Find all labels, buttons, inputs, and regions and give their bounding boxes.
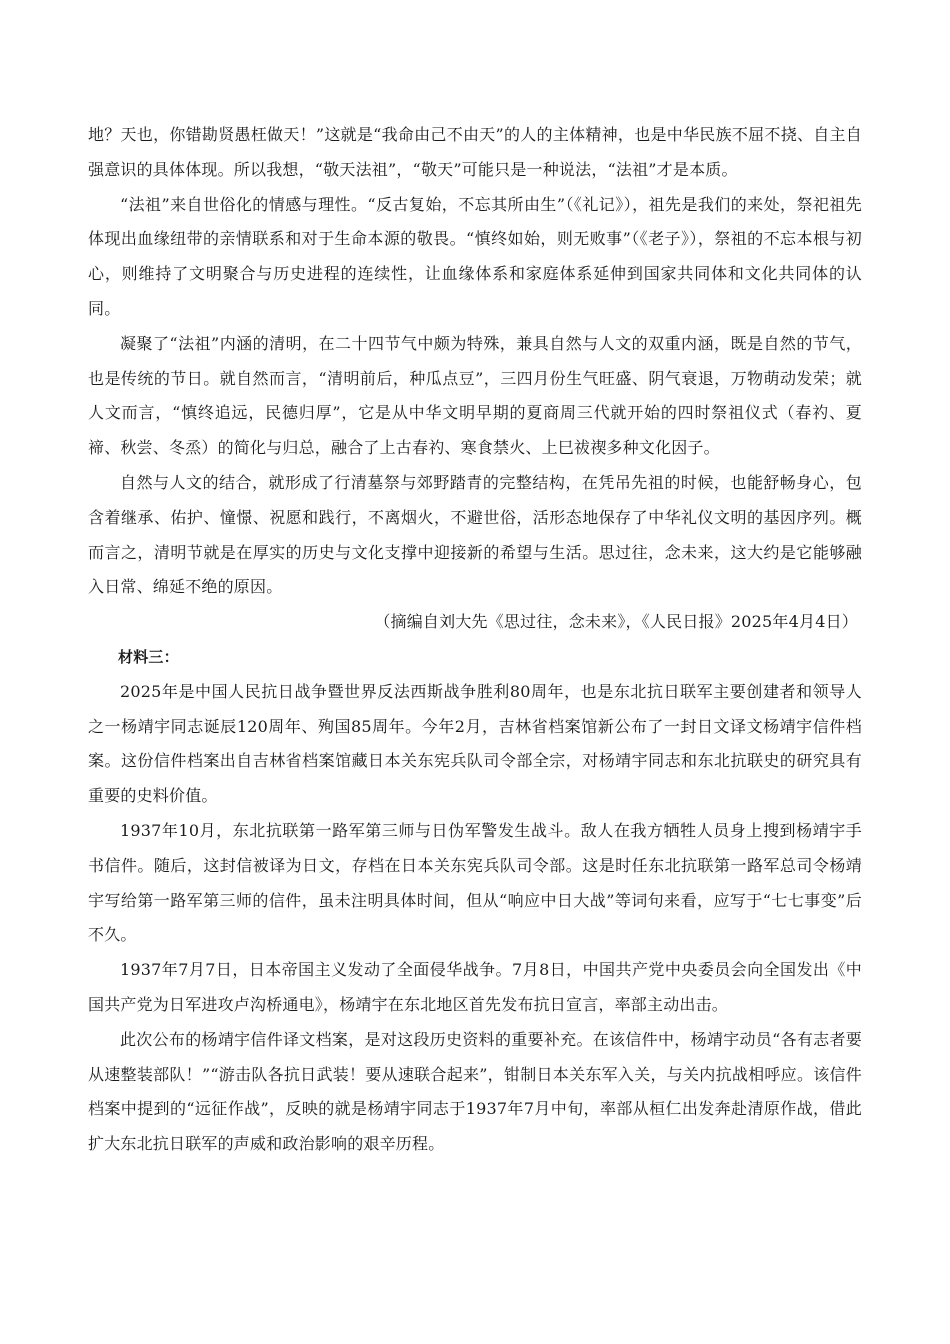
paragraph: 凝聚了“法祖”内涵的清明，在二十四节气中颇为特殊，兼具自然与人文的双重内涵，既是自然的节气，也是传统的节日。就自然而言，“清明前后，种瓜点豆”，三四月份生气旺盛、阴气衰退，万物萌动发荣；就人文而言，“慎终追远，民德归厚”，它是从中华文明早期的夏商周三代就开始的四时祭祖仪式（春礿、夏禘、秋尝、冬烝）的简化与归总，融合了上古春礿、寒食禁火、上巳祓禊多种文化因子。	[88, 333, 862, 458]
paragraph: 2025年是中国人民抗日战争暨世界反法西斯战争胜利80周年，也是东北抗日联军主要创建者和领导人之一杨靖宇同志诞辰120周年、殉国85周年。今年2月，吉林省档案馆新公布了一封日文译文杨靖宇信件档案。这份信件档案出自吉林省档案馆藏日本关东宪兵队司令部全宗，对杨靖宇同志和东北抗联史的研究具有重要的史料价值。	[88, 681, 862, 806]
document-page	[88, 118, 862, 1162]
paragraph: 此次公布的杨靖宇信件译文档案，是对这段历史资料的重要补充。在该信件中，杨靖宇动员“各有志者要从速整装部队！”“游击队各抗日武装！要从速联合起来”，钳制日本关东军入关，与关内抗战相呼应。该信件档案中提到的“远征作战”，反映的就是杨靖宇同志于1937年7月中旬，率部从桓仁出发奔赴清原作战，借此扩大东北抗日联军的声威和政治影响的艰辛历程。	[88, 1029, 862, 1154]
paragraph: 自然与人文的结合，就形成了行清墓祭与郊野踏青的完整结构，在凭吊先祖的时候，也能舒畅身心，包含着继承、佑护、憧憬、祝愿和践行，不离烟火，不避世俗，活形态地保存了中华礼仪文明的基因序列。概而言之，清明节就是在厚实的历史与文化支撑中迎接新的希望与生活。思过往，念未来，这大约是它能够融入日常、绵延不绝的原因。	[88, 472, 862, 597]
paragraph: “法祖”来自世俗化的情感与理性。“反古复始，不忘其所由生”（《礼记》），祖先是我们的来处，祭祀祖先体现出血缘纽带的亲情联系和对于生命本源的敬畏。“慎终如始，则无败事”（《老子》），祭祖的不忘本根与初心，则维持了文明聚合与历史进程的连续性，让血缘体系和家庭体系延伸到国家共同体和文化共同体的认同。	[88, 194, 862, 318]
source-citation: （摘编自刘大先《思过往，念未来》，《人民日报》2025年4月4日）	[374, 612, 858, 632]
paragraph: 1937年7月7日，日本帝国主义发动了全面侵华战争。7月8日，中国共产党中央委员会向全国发出《中国共产党为日军进攻卢沟桥通电》，杨靖宇在东北地区首先发布抗日宣言，率部主动出击。	[88, 960, 862, 1014]
paragraph: 1937年10月，东北抗联第一路军第三师与日伪军警发生战斗。敌人在我方牺牲人员身上搜到杨靖宇手书信件。随后，这封信被译为日文，存档在日本关东宪兵队司令部。这是时任东北抗联第一路军总司令杨靖宇写给第一路军第三师的信件，虽未注明具体时间，但从“响应中日大战”等词句来看，应写于“七七事变”后不久。	[88, 820, 862, 945]
paragraph-continued: 地？天也，你错勘贤愚枉做天！”这就是“我命由己不由天”的人的主体精神，也是中华民族不屈不挠、自主自强意识的具体体现。所以我想，“敬天法祖”，“敬天”可能只是一种说法，“法祖”才是本质。	[88, 125, 862, 179]
material-heading: 材料三：	[118, 647, 179, 666]
